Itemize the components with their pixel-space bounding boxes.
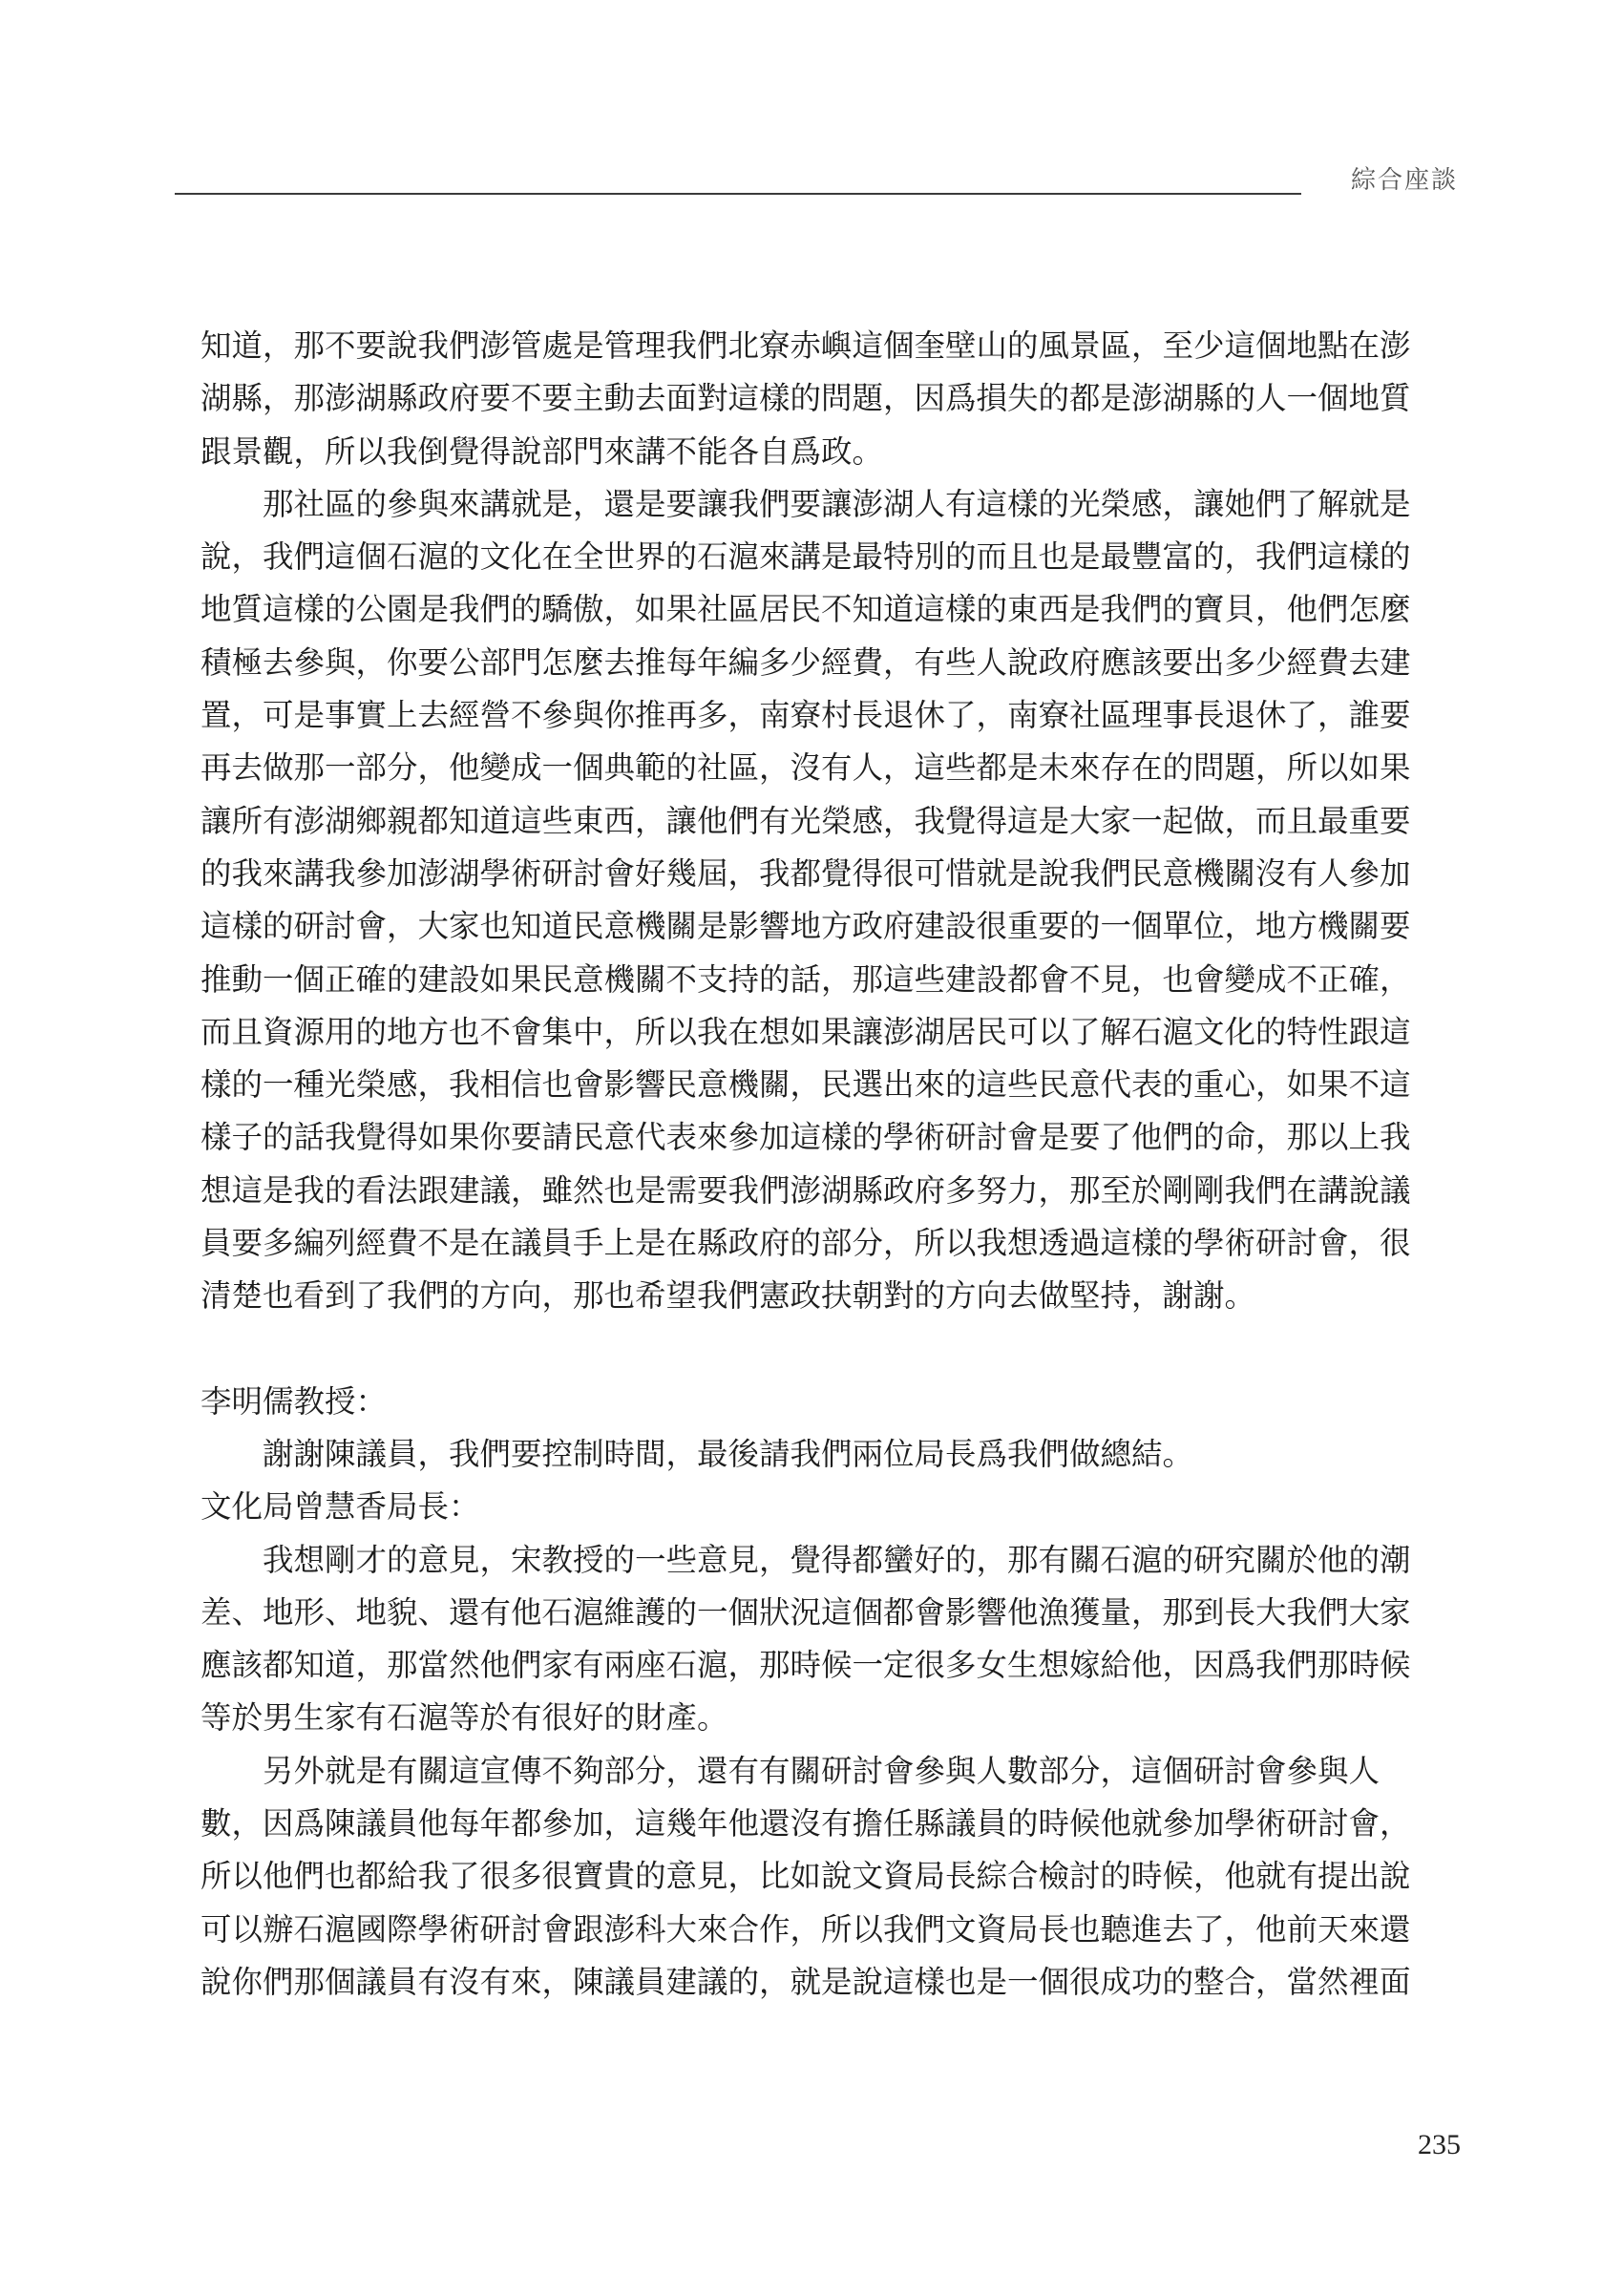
text-line: 應該都知道，那當然他們家有兩座石滬，那時候一定很多女生想嫁給他，因爲我們那時候: [200, 1647, 1411, 1684]
text-line: 清楚也看到了我們的方向，那也希望我們憲政扶朝對的方向去做堅持，謝謝。: [200, 1277, 1256, 1315]
text-line: 樣子的話我覺得如果你要請民意代表來參加這樣的學術研討會是要了他們的命，那以上我: [200, 1119, 1411, 1156]
text-line: 我想剛才的意見，宋教授的一些意見，覺得都蠻好的，那有關石滬的研究關於他的潮: [200, 1541, 1411, 1578]
text-line: 推動一個正確的建設如果民意機關不支持的話，那這些建設都會不見，也會變成不正確，: [200, 960, 1411, 998]
text-line: 的我來講我參加澎湖學術研討會好幾屆，我都覺得很可惜就是說我們民意機關沒有人參加: [200, 854, 1411, 892]
text-line: 這樣的研討會，大家也知道民意機關是影響地方政府建設很重要的一個單位，地方機關要: [200, 908, 1411, 945]
text-line: 數，因爲陳議員他每年都參加，這幾年他還沒有擔任縣議員的時候他就參加學術研討會，: [200, 1805, 1411, 1843]
running-header-title: 綜合座談: [1350, 166, 1458, 195]
text-line: 積極去參與，你要公部門怎麼去推每年編多少經費，有些人說政府應該要出多少經費去建: [200, 643, 1411, 681]
speaker-label: 文化局曾慧香局長：: [200, 1488, 480, 1526]
page-number: 235: [1418, 2129, 1461, 2160]
text-line: 地質這樣的公園是我們的驕傲，如果社區居民不知道這樣的東西是我們的寶貝，他們怎麼: [200, 591, 1411, 628]
text-line: 謝謝陳議員，我們要控制時間，最後請我們兩位局長爲我們做總結。: [200, 1435, 1194, 1472]
text-line: 另外就是有關這宣傳不夠部分，還有有關研討會參與人數部分，這個研討會參與人: [200, 1752, 1381, 1789]
paragraph-gap: [200, 1323, 1461, 1376]
text-line: 而且資源用的地方也不會集中，所以我在想如果讓澎湖居民可以了解石滬文化的特性跟這: [200, 1013, 1411, 1050]
text-line: 說你們那個議員有沒有來，陳議員建議的，就是說這樣也是一個很成功的整合，當然裡面: [200, 1963, 1411, 2000]
text-line: 說，我們這個石滬的文化在全世界的石滬來講是最特別的而且也是最豐富的，我們這樣的: [200, 538, 1411, 576]
text-line: 知道，那不要說我們澎管處是管理我們北寮赤嶼這個奎壁山的風景區，至少這個地點在澎: [200, 327, 1411, 364]
text-line: 樣的一種光榮感，我相信也會影響民意機關，民選出來的這些民意代表的重心，如果不這: [200, 1066, 1411, 1104]
body-text: [200, 320, 1461, 2009]
header-rule: [175, 193, 1301, 195]
text-line: 所以他們也都給我了很多很寶貴的意見，比如說文資局長綜合檢討的時候，他就有提出說: [200, 1858, 1411, 1895]
text-line: 再去做那一部分，他變成一個典範的社區，沒有人，這些都是未來存在的問題，所以如果: [200, 749, 1411, 787]
text-line: 那社區的參與來講就是，還是要讓我們要讓澎湖人有這樣的光榮感，讓她們了解就是: [200, 485, 1411, 522]
text-line: 想這是我的看法跟建議，雖然也是需要我們澎湖縣政府多努力，那至於剛剛我們在講說議: [200, 1171, 1411, 1209]
text-line: 差、地形、地貌、還有他石滬維護的一個狀況這個都會影響他漁獲量，那到長大我們大家: [200, 1593, 1411, 1631]
text-line: 等於男生家有石滬等於有很好的財產。: [200, 1699, 728, 1737]
text-line: 員要多編列經費不是在議員手上是在縣政府的部分，所以我想透過這樣的學術研討會，很: [200, 1225, 1411, 1262]
speaker-label: 李明儒教授：: [200, 1382, 388, 1420]
text-line: 可以辦石滬國際學術研討會跟澎科大來合作，所以我們文資局長也聽進去了，他前天來還: [200, 1910, 1411, 1948]
text-line: 置，可是事實上去經營不參與你推再多，南寮村長退休了，南寮社區理事長退休了，誰要: [200, 697, 1411, 734]
text-line: 跟景觀，所以我倒覺得說部門來講不能各自爲政。: [200, 432, 884, 470]
text-line: 湖縣，那澎湖縣政府要不要主動去面對這樣的問題，因爲損失的都是澎湖縣的人一個地質: [200, 380, 1411, 417]
text-line: 讓所有澎湖鄉親都知道這些東西，讓他們有光榮感，我覺得這是大家一起做，而且最重要: [200, 802, 1411, 839]
